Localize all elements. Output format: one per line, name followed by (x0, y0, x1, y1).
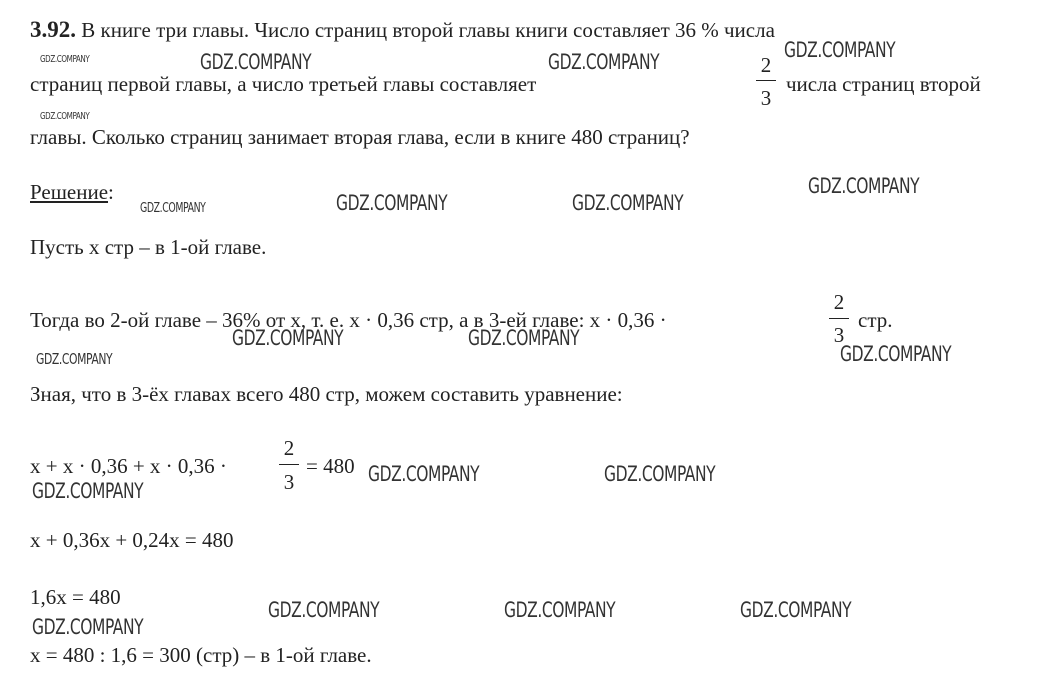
equation-2: x + 0,36x + 0,24x = 480 (30, 528, 234, 552)
eq1-fraction-bar (279, 464, 299, 465)
watermark: GDZ.COMPANY (808, 174, 920, 198)
problem-fraction-bar (756, 80, 776, 81)
solution-step-1: Пусть x стр – в 1-ой главе. (30, 235, 267, 259)
problem-fraction-numerator: 2 (760, 53, 772, 77)
step2-fraction-bar (829, 318, 849, 319)
solution-colon: : (108, 180, 114, 204)
solution-heading (30, 182, 114, 203)
solution-step-3: Зная, что в 3-ёх главах всего 480 стр, можем составить уравнение: (30, 382, 623, 406)
watermark: GDZ.COMPANY (336, 191, 448, 215)
equation-1a: x + x · 0,36 + x · 0,36 · (30, 454, 227, 478)
problem-line-2a: страниц первой главы, а число третьей главы составляет (30, 72, 537, 96)
watermark: GDZ.COMPANY (840, 342, 952, 366)
watermark: GDZ.COMPANY (32, 615, 144, 639)
solution-step-2b: стр. (858, 308, 893, 332)
watermark: GDZ.COMPANY (784, 38, 896, 62)
watermark: GDZ.COMPANY (140, 201, 206, 216)
eq1-fraction-denominator: 3 (283, 470, 295, 494)
watermark: GDZ.COMPANY (232, 326, 344, 350)
problem-line-1 (30, 18, 775, 41)
step2-fraction-denominator: 3 (833, 323, 845, 347)
problem-line-3: главы. Сколько страниц занимает вторая глава, если в книге 480 страниц? (30, 125, 690, 149)
watermark: GDZ.COMPANY (368, 462, 480, 486)
watermark: GDZ.COMPANY (740, 598, 852, 622)
watermark: GDZ.COMPANY (468, 326, 580, 350)
problem-fraction-denominator: 3 (760, 86, 772, 110)
equation-3: 1,6x = 480 (30, 585, 121, 609)
equation-1b: = 480 (306, 454, 355, 478)
watermark: GDZ.COMPANY (548, 50, 660, 74)
watermark: GDZ.COMPANY (40, 54, 90, 65)
solution-step-2a: Тогда во 2-ой главе – 36% от x, т. е. x · 0,36 стр, а в 3-ей главе: x · 0,36 · (30, 308, 667, 332)
watermark: GDZ.COMPANY (36, 350, 113, 368)
problem-line-2b: числа страниц второй (786, 72, 981, 96)
step2-fraction-numerator: 2 (833, 290, 845, 314)
watermark: GDZ.COMPANY (268, 598, 380, 622)
watermark: GDZ.COMPANY (604, 462, 716, 486)
watermark: GDZ.COMPANY (504, 598, 616, 622)
watermark: GDZ.COMPANY (32, 479, 144, 503)
eq1-fraction-numerator: 2 (283, 436, 295, 460)
watermark: GDZ.COMPANY (572, 191, 684, 215)
solution-label: Решение (30, 180, 109, 204)
problem-text-1: В книге три главы. Число страниц второй главы книги составляет 36 % числа (81, 18, 775, 42)
watermark: GDZ.COMPANY (40, 111, 90, 122)
equation-4: x = 480 : 1,6 = 300 (стр) – в 1-ой главе. (30, 643, 372, 667)
problem-number: 3.92. (30, 17, 76, 42)
watermark: GDZ.COMPANY (200, 50, 312, 74)
